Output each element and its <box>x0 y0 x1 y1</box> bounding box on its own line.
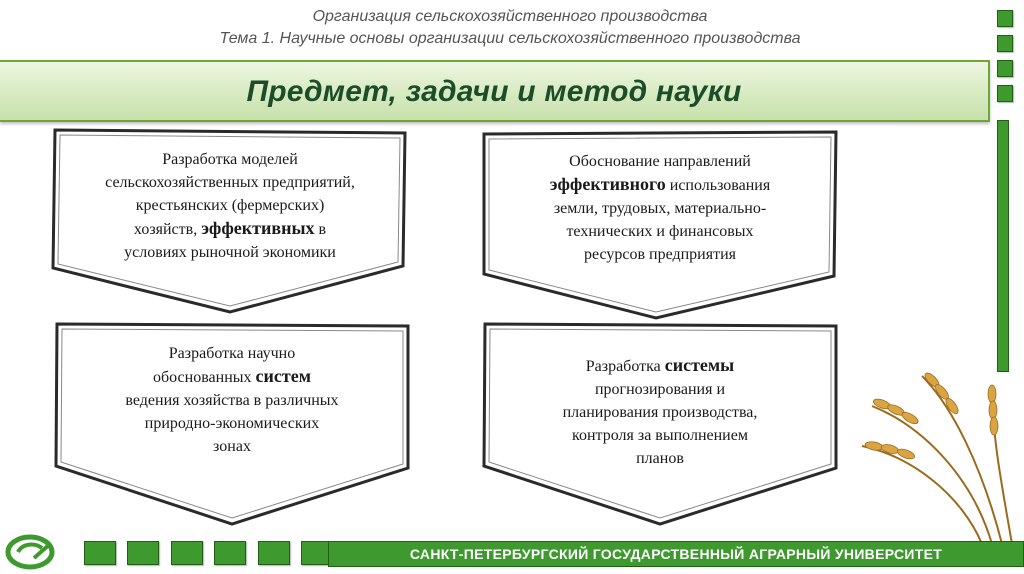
card-line <box>70 171 390 194</box>
card-text-segment: природно-экономических <box>144 415 320 432</box>
card-text-segment: условиях рыночной экономики <box>124 244 336 261</box>
card-highlight: эффективного <box>549 174 666 194</box>
card-line <box>72 342 392 365</box>
task-card-text <box>500 150 820 266</box>
card-text-segment: зонах <box>213 438 251 455</box>
slide-header <box>120 6 900 50</box>
card-text-segment: хозяйств, <box>133 221 202 238</box>
task-card-4 <box>480 320 840 520</box>
card-text-segment: обоснованных <box>153 369 256 386</box>
footer-square <box>258 541 290 565</box>
course-title: Организация сельскохозяйственного производства <box>312 8 708 25</box>
card-text-segment: ведения хозяйства в различных <box>125 392 339 409</box>
card-line <box>70 148 390 171</box>
card-line <box>72 365 392 389</box>
footer-square <box>127 541 159 565</box>
card-line <box>500 150 820 173</box>
card-text-segment: Разработка моделей <box>162 151 298 168</box>
card-line <box>72 435 392 458</box>
card-line <box>70 217 390 241</box>
card-line <box>70 194 390 217</box>
card-text-segment: контроля за выполнением <box>572 427 748 444</box>
card-line <box>500 197 820 220</box>
university-logo-icon <box>4 534 60 570</box>
card-line <box>500 173 820 197</box>
task-card-text <box>72 342 392 458</box>
task-card-1 <box>50 126 410 326</box>
card-text-segment: крестьянских (фермерских) <box>135 197 325 214</box>
card-text-segment: технических и финансовых <box>566 223 754 240</box>
card-text-segment: Разработка <box>585 358 665 375</box>
task-card-text <box>70 148 390 264</box>
side-square <box>997 35 1013 52</box>
title-banner <box>0 60 990 122</box>
card-text-segment: в <box>314 221 327 238</box>
footer-bar <box>328 541 1024 567</box>
side-square <box>997 85 1013 102</box>
card-text-segment: планирования производства, <box>562 404 758 421</box>
wheat-ears-icon <box>852 366 1024 546</box>
card-text-segment: Разработка научно <box>168 345 296 362</box>
topic-title: Тема 1. Научные основы организации сельскохозяйственного производства <box>219 30 801 47</box>
card-line <box>500 220 820 243</box>
card-highlight: эффективных <box>201 218 315 238</box>
footer-square <box>84 541 116 565</box>
university-name: САНКТ-ПЕТЕРБУРГСКИЙ ГОСУДАРСТВЕННЫЙ АГРАРНЫЙ УНИВЕРСИТЕТ <box>409 546 943 562</box>
side-bar <box>997 120 1009 372</box>
footer-square <box>171 541 203 565</box>
card-highlight: системы <box>664 355 735 375</box>
card-text-segment: Обоснование направлений <box>569 153 751 170</box>
card-line <box>500 378 820 401</box>
card-line <box>500 447 820 470</box>
card-text-segment: ресурсов предприятия <box>583 246 737 263</box>
card-text-segment: планов <box>636 450 684 467</box>
card-text-segment: земли, трудовых, материально- <box>553 200 767 217</box>
card-text-segment: прогнозирования и <box>594 381 726 398</box>
task-card-2 <box>480 128 840 328</box>
footer-decoration <box>84 541 340 567</box>
card-highlight: систем <box>255 366 311 386</box>
card-line <box>500 401 820 424</box>
card-line <box>500 354 820 378</box>
card-text-segment: сельскохозяйственных предприятий, <box>105 174 355 191</box>
side-decoration <box>994 10 1014 110</box>
card-line <box>72 389 392 412</box>
side-square <box>997 10 1013 27</box>
card-line <box>500 243 820 266</box>
task-card-text <box>500 354 820 470</box>
task-card-3 <box>52 320 412 520</box>
card-text-segment: использования <box>665 177 771 194</box>
side-square <box>997 60 1013 77</box>
card-line <box>72 412 392 435</box>
card-line <box>70 241 390 264</box>
card-line <box>500 424 820 447</box>
slide-title: Предмет, задачи и метод науки <box>246 75 742 108</box>
footer-square <box>214 541 246 565</box>
